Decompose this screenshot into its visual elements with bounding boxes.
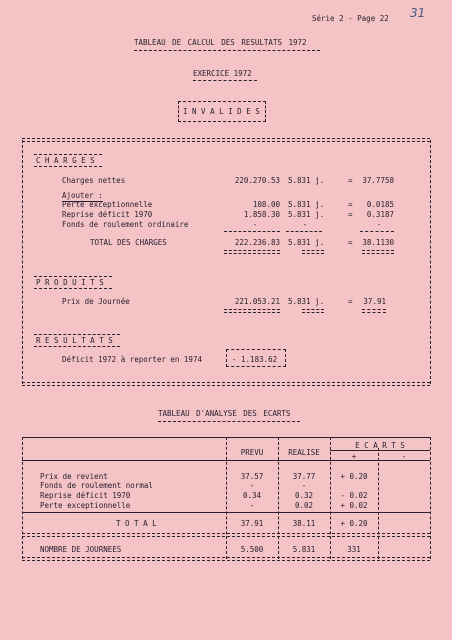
charges-total-days: 5.831 j. bbox=[288, 238, 325, 247]
ecarts-total-label: T O T A L bbox=[116, 519, 157, 528]
charges-row-label: Reprise déficit 1970 bbox=[62, 210, 153, 219]
ecarts-total-top bbox=[22, 512, 430, 513]
title-underline bbox=[134, 50, 320, 51]
frame-left bbox=[22, 140, 23, 384]
charges-row-days: 5.831 j. bbox=[288, 200, 325, 209]
sum-line-days bbox=[286, 231, 322, 232]
charges-row-amount: - bbox=[252, 220, 258, 229]
charges-total-label: TOTAL DES CHARGES bbox=[90, 238, 167, 247]
charges-total-equals: = bbox=[348, 238, 353, 247]
journees-label: NOMBRE DE JOURNEES bbox=[40, 545, 122, 554]
charges-row-rate: 37.7758 bbox=[362, 176, 394, 185]
deficit-amount: - 1.183.62 bbox=[232, 355, 278, 364]
ecarts-row-prevu: - bbox=[249, 481, 255, 490]
journees-ecart: 331 bbox=[347, 545, 361, 554]
produits-row-label: Prix de Journée bbox=[62, 297, 130, 306]
total-double-line-amount bbox=[224, 250, 280, 254]
ecarts-table-left bbox=[22, 437, 23, 559]
ecarts-table-bottom bbox=[22, 557, 430, 561]
ecarts-header-prevu: PREVU bbox=[240, 448, 264, 457]
ecarts-row-realise: 0.32 bbox=[294, 491, 314, 500]
charges-row-rate: - bbox=[376, 220, 382, 229]
produits-row-equals: = bbox=[348, 297, 353, 306]
charges-total-rate: 38.1130 bbox=[362, 238, 394, 247]
frame-bottom bbox=[22, 382, 430, 386]
frame-right bbox=[430, 140, 431, 384]
sum-line-rate bbox=[360, 231, 394, 232]
ecarts-row-ecart: + 0.20 bbox=[340, 472, 368, 481]
charges-row-label: Charges nettes bbox=[62, 176, 126, 185]
ecarts-row-ecart: + 0.02 bbox=[340, 501, 368, 510]
ecarts-header-minus: - bbox=[401, 452, 407, 461]
ecarts-header-ecarts: E C A R T S bbox=[355, 441, 405, 450]
produits-heading: P R O D U I T S bbox=[36, 278, 104, 287]
ecarts-title-underline bbox=[158, 421, 300, 422]
journees-realise: 5.831 bbox=[292, 545, 316, 554]
ecarts-total-prevu: 37.91 bbox=[240, 519, 264, 528]
ecarts-header-realise: REALISE bbox=[288, 448, 320, 457]
ecarts-row-label: Perte exceptionnelle bbox=[40, 501, 131, 510]
ecarts-row-ecart: - 0.02 bbox=[340, 491, 368, 500]
charges-row-rate: 0.3187 bbox=[366, 210, 394, 219]
charges-row-days: 5.831 j. bbox=[288, 176, 325, 185]
ecarts-header-plus: + bbox=[351, 452, 357, 461]
ecarts-row-realise: 37.77 bbox=[292, 472, 316, 481]
charges-total-amount: 222.236.83 bbox=[234, 238, 280, 247]
ecarts-total-ecart: + 0.20 bbox=[340, 519, 368, 528]
ecarts-col-divider bbox=[378, 448, 379, 559]
exercice-label: EXERCICE 1972 bbox=[193, 69, 252, 78]
produits-double-line-amount bbox=[224, 309, 280, 313]
charges-row-amount: 220.270.53 bbox=[234, 176, 280, 185]
charges-row-amount: 108.00 bbox=[252, 200, 280, 209]
ecarts-row-realise: - bbox=[301, 481, 307, 490]
frame-top bbox=[22, 138, 430, 142]
charges-row-equals: = bbox=[348, 200, 353, 209]
charges-row-label: Fonds de roulement ordinaire bbox=[62, 220, 189, 229]
ecarts-row-prevu: - bbox=[249, 501, 255, 510]
ecarts-header-bottom bbox=[22, 460, 430, 461]
produits-double-line-rate bbox=[362, 309, 386, 313]
produits-row-rate: 37.91 bbox=[363, 297, 386, 306]
charges-heading: C H A R G E S bbox=[36, 156, 95, 165]
ecarts-row-label: Reprise déficit 1970 bbox=[40, 491, 131, 500]
deficit-label: Déficit 1972 à reporter en 1974 bbox=[62, 355, 202, 364]
invalides-label: I N V A L I D E S bbox=[183, 107, 260, 116]
charges-row-days: 5.831 j. bbox=[288, 210, 325, 219]
produits-row-days: 5.831 j. bbox=[288, 297, 325, 306]
ecarts-total-realise: 38.11 bbox=[292, 519, 316, 528]
exercice-underline bbox=[193, 80, 257, 81]
ecarts-subheader-line bbox=[330, 450, 430, 451]
charges-row-days: - bbox=[302, 220, 308, 229]
charges-row-label: Perte exceptionnelle bbox=[62, 200, 153, 209]
sum-line-amount bbox=[224, 231, 280, 232]
journees-prevu: 5.500 bbox=[240, 545, 264, 554]
ecarts-title: TABLEAU D'ANALYSE DES ECARTS bbox=[158, 409, 291, 418]
ajouter-label: Ajouter : bbox=[62, 191, 103, 200]
ecarts-table-right bbox=[430, 437, 431, 559]
total-double-line-rate bbox=[362, 250, 394, 254]
ecarts-row-prevu: 0.34 bbox=[242, 491, 262, 500]
handwritten-page-number: 31 bbox=[410, 6, 426, 20]
ecarts-row-label: Prix de revient bbox=[40, 472, 108, 481]
charges-row-rate: 0.0185 bbox=[366, 200, 394, 209]
page-reference: Série 2 - Page 22 bbox=[312, 14, 389, 23]
ecarts-total-bottom bbox=[22, 533, 430, 537]
ecarts-row-realise: 0.02 bbox=[294, 501, 314, 510]
ecarts-row-prevu: 37.57 bbox=[240, 472, 264, 481]
page-title: TABLEAU DE CALCUL DES RESULTATS 1972 bbox=[134, 38, 307, 47]
charges-row-equals: = bbox=[348, 210, 353, 219]
produits-row-amount: 221.053.21 bbox=[234, 297, 280, 306]
charges-row-amount: 1.858.30 bbox=[243, 210, 280, 219]
produits-double-line-days bbox=[302, 309, 324, 313]
total-double-line-days bbox=[302, 250, 324, 254]
charges-row-equals: = bbox=[348, 176, 353, 185]
resultats-heading: R E S U L T A T S bbox=[36, 336, 113, 345]
ecarts-row-label: Fonds de roulement normal bbox=[40, 481, 153, 490]
